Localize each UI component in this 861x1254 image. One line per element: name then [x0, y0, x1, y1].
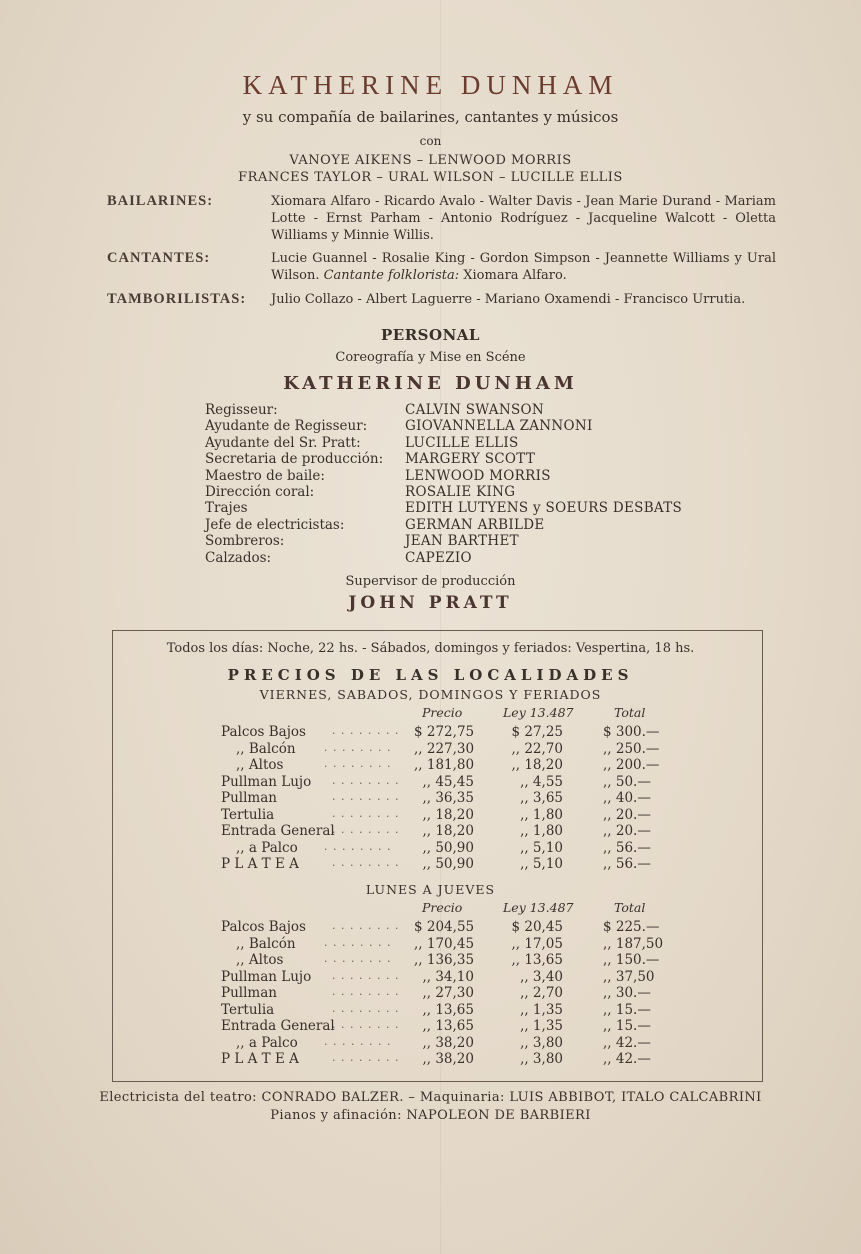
choreographer-name: KATHERINE DUNHAM — [283, 373, 578, 394]
staff-role: Trajes — [205, 500, 248, 517]
staff-name: EDITH LUTYENS y SOEURS DESBATS — [405, 500, 683, 517]
principals-line-1: VANOYE AIKENS – LENWOOD MORRIS — [289, 153, 572, 168]
price-row-label: Entrada General — [221, 823, 335, 839]
price-precio: ,, 181,80 — [414, 757, 475, 773]
price-row — [0, 1035, 861, 1052]
price-precio: ,, 136,35 — [414, 952, 475, 968]
staff-role: Ayudante del Sr. Pratt: — [205, 434, 361, 451]
price-row-label: ,, a Palco — [236, 1034, 298, 1051]
price-precio: ,, 36,35 — [422, 790, 474, 806]
staff-name: JEAN BARTHET — [405, 533, 519, 550]
prices-heading: PRECIOS DE LAS LOCALIDADES — [227, 666, 634, 684]
price-precio: ,, 34,10 — [422, 968, 474, 985]
price-precio: ,, 18,20 — [422, 806, 474, 823]
staff-role: Dirección coral: — [205, 483, 315, 500]
price-total: $ 225.— — [603, 919, 660, 935]
col-total-2: Total — [614, 900, 646, 915]
staff-role: Secretaria de producción: — [205, 451, 384, 468]
price-precio: ,, 38,20 — [422, 1034, 474, 1051]
leader-dots: . . . . . . . . — [332, 790, 400, 803]
price-row-label: Tertulia — [221, 1001, 275, 1018]
con-label: con — [419, 134, 442, 148]
price-total: ,, 42.— — [603, 1034, 651, 1051]
principal-dancers — [0, 152, 861, 186]
price-row — [0, 985, 861, 1002]
price-total: ,, 15.— — [603, 1001, 651, 1018]
price-ley: ,, 3,65 — [520, 790, 563, 806]
price-ley: ,, 13,65 — [511, 952, 563, 968]
price-ley: ,, 5,10 — [520, 856, 563, 872]
price-total: ,, 187,50 — [603, 935, 664, 952]
price-row-label: Pullman — [221, 790, 277, 806]
col-total-1: Total — [614, 705, 646, 720]
staff-name: LENWOOD MORRIS — [405, 467, 551, 484]
price-total: ,, 50.— — [603, 773, 651, 790]
leader-dots: . . . . . . . . — [324, 839, 392, 853]
price-row — [0, 856, 861, 873]
price-row-label: ,, Altos — [236, 952, 284, 968]
price-row — [0, 823, 861, 840]
staff-name: ROSALIE KING — [405, 483, 516, 500]
price-total: ,, 150.— — [603, 952, 660, 968]
col-ley-2: Ley 13.487 — [503, 900, 574, 915]
price-row-label: ,, Balcón — [236, 935, 296, 952]
price-precio: ,, 27,30 — [422, 985, 474, 1001]
leader-dots: . . . . . . . . — [332, 823, 400, 836]
price-precio: ,, 45,45 — [422, 773, 474, 790]
leader-dots: . . . . . . . . — [324, 952, 392, 965]
leader-dots: . . . . . . . . — [332, 773, 400, 787]
staff-role: Sombreros: — [205, 533, 285, 550]
weekend-title: VIERNES, SABADOS, DOMINGOS Y FERIADOS — [259, 687, 602, 702]
staff-role: Ayudante de Regisseur: — [205, 418, 368, 435]
cantantes-list — [271, 250, 776, 284]
price-total: ,, 40.— — [603, 790, 651, 806]
col-ley-1: Ley 13.487 — [503, 705, 574, 720]
leader-dots: . . . . . . . . — [324, 740, 392, 754]
leader-dots: . . . . . . . . — [332, 1001, 400, 1015]
price-ley: ,, 17,05 — [511, 935, 563, 952]
price-ley: ,, 3,40 — [520, 968, 563, 985]
price-ley: ,, 18,20 — [511, 757, 563, 773]
footer-credits-2: Pianos y afinación: NAPOLEON DE BARBIERI — [270, 1108, 591, 1123]
footer-credits-1: Electricista del teatro: CONRADO BALZER. – Maquinaria: LUIS ABBIBOT, ITALO CALCABRINI — [99, 1090, 762, 1105]
price-row — [0, 1018, 861, 1035]
price-row — [0, 774, 861, 791]
price-ley: ,, 1,80 — [520, 806, 563, 823]
price-ley: $ 27,25 — [511, 724, 563, 740]
principals-line-2: FRANCES TAYLOR – URAL WILSON – LUCILLE ELLIS — [238, 170, 623, 185]
price-precio: ,, 38,20 — [422, 1051, 474, 1067]
weekday-title: LUNES A JUEVES — [365, 882, 496, 897]
personal-heading: PERSONAL — [381, 326, 480, 344]
price-row-label: Pullman Lujo — [221, 773, 312, 790]
staff-name: CAPEZIO — [405, 549, 472, 566]
price-precio: ,, 170,45 — [414, 935, 475, 952]
price-total: ,, 20.— — [603, 823, 651, 839]
price-total: $ 300.— — [603, 724, 660, 740]
price-precio: ,, 227,30 — [414, 740, 475, 757]
price-row-label: ,, Balcón — [236, 740, 296, 757]
leader-dots: . . . . . . . . — [332, 919, 400, 932]
col-precio-1: Precio — [422, 705, 463, 720]
price-ley: ,, 3,80 — [520, 1051, 563, 1067]
leader-dots: . . . . . . . . — [324, 1034, 392, 1048]
price-total: ,, 20.— — [603, 806, 651, 823]
staff-role: Maestro de baile: — [205, 467, 325, 484]
price-total: ,, 250.— — [603, 740, 660, 757]
price-total: ,, 30.— — [603, 985, 651, 1001]
cantantes-names: Lucie Guannel - Rosalie King - Gordon Simpson - Jeannette Williams y Ural Wilson. — [271, 251, 776, 283]
price-ley: ,, 3,80 — [520, 1034, 563, 1051]
supervisor-name: JOHN PRATT — [348, 593, 513, 613]
leader-dots: . . . . . . . . — [324, 935, 392, 949]
price-row-label: Pullman — [221, 985, 277, 1001]
price-row-label: P L A T E A — [221, 1051, 299, 1067]
price-row — [0, 1002, 861, 1019]
price-row-label: Palcos Bajos — [221, 724, 306, 740]
price-row-label: Tertulia — [221, 806, 275, 823]
price-precio: ,, 50,90 — [422, 856, 474, 872]
price-precio: ,, 13,65 — [422, 1018, 474, 1034]
price-precio: ,, 50,90 — [422, 839, 474, 856]
leader-dots: . . . . . . . . — [332, 856, 400, 869]
staff-name: GERMAN ARBILDE — [405, 516, 545, 533]
col-precio-2: Precio — [422, 900, 463, 915]
leader-dots: . . . . . . . . — [332, 1018, 400, 1031]
price-total: ,, 200.— — [603, 757, 660, 773]
price-ley: ,, 4,55 — [520, 773, 563, 790]
leader-dots: . . . . . . . . — [332, 968, 400, 982]
cantantes-label: CANTANTES: — [107, 250, 211, 266]
price-row-label: P L A T E A — [221, 856, 299, 872]
price-precio: $ 272,75 — [414, 724, 475, 740]
price-ley: ,, 1,35 — [520, 1001, 563, 1018]
staff-name: MARGERY SCOTT — [405, 451, 536, 468]
price-row — [0, 840, 861, 857]
price-precio: ,, 18,20 — [422, 823, 474, 839]
price-precio: ,, 13,65 — [422, 1001, 474, 1018]
staff-name: LUCILLE ELLIS — [405, 434, 519, 451]
price-row — [0, 757, 861, 774]
folklorista-label: Cantante folklorista: — [323, 268, 460, 283]
price-row-label: Entrada General — [221, 1018, 335, 1034]
staff-role: Calzados: — [205, 549, 272, 566]
price-ley: $ 20,45 — [511, 919, 563, 935]
folklorista-name: Xiomara Alfaro. — [459, 268, 567, 283]
price-total: ,, 56.— — [603, 839, 651, 856]
leader-dots: . . . . . . . . — [332, 806, 400, 820]
company-title: KATHERINE DUNHAM — [242, 70, 619, 100]
price-ley: ,, 2,70 — [520, 985, 563, 1001]
price-ley: ,, 22,70 — [511, 740, 563, 757]
company-subtitle: y su compañía de bailarines, cantantes y músicos — [242, 108, 619, 126]
price-total: ,, 37,50 — [603, 968, 655, 985]
leader-dots: . . . . . . . . — [332, 985, 400, 998]
price-row-label: Palcos Bajos — [221, 919, 306, 935]
leader-dots: . . . . . . . . — [332, 1051, 400, 1064]
price-row-label: Pullman Lujo — [221, 968, 312, 985]
price-row — [0, 919, 861, 936]
price-row-label: ,, a Palco — [236, 839, 298, 856]
price-ley: ,, 1,80 — [520, 823, 563, 839]
leader-dots: . . . . . . . . — [332, 724, 400, 737]
price-precio: $ 204,55 — [414, 919, 475, 935]
staff-name: GIOVANNELLA ZANNONI — [405, 418, 593, 435]
staff-name: CALVIN SWANSON — [405, 402, 544, 418]
price-row — [0, 1051, 861, 1068]
price-row-label: ,, Altos — [236, 757, 284, 773]
coreografia-label: Coreografía y Mise en Scéne — [335, 350, 526, 365]
price-total: ,, 15.— — [603, 1018, 651, 1034]
staff-role: Regisseur: — [205, 402, 278, 418]
price-ley: ,, 1,35 — [520, 1018, 563, 1034]
price-total: ,, 42.— — [603, 1051, 651, 1067]
staff-role: Jefe de electricistas: — [205, 516, 345, 533]
price-ley: ,, 5,10 — [520, 839, 563, 856]
price-row — [0, 724, 861, 741]
price-row — [0, 952, 861, 969]
bailarines-list: Xiomara Alfaro - Ricardo Avalo - Walter Davis - Jean Marie Durand - Mariam Lotte - Ernst Parham - Antonio Rodríguez - Jacqueline Walcott - Oletta Williams y Minnie Willis. — [271, 194, 776, 243]
price-total: ,, 56.— — [603, 856, 651, 872]
price-row — [0, 790, 861, 807]
price-row — [0, 969, 861, 986]
price-row — [0, 936, 861, 953]
bailarines-label: BAILARINES: — [107, 193, 214, 209]
price-row — [0, 807, 861, 824]
supervisor-label: Supervisor de producción — [345, 574, 516, 589]
tamborilistas-label: TAMBORILISTAS: — [107, 291, 247, 307]
tamborilistas-list: Julio Collazo - Albert Laguerre - Mariano Oxamendi - Francisco Urrutia. — [271, 292, 746, 307]
leader-dots: . . . . . . . . — [324, 757, 392, 770]
price-row — [0, 741, 861, 758]
schedule-text: Todos los días: Noche, 22 hs. - Sábados, domingos y feriados: Vespertina, 18 hs. — [166, 641, 695, 656]
